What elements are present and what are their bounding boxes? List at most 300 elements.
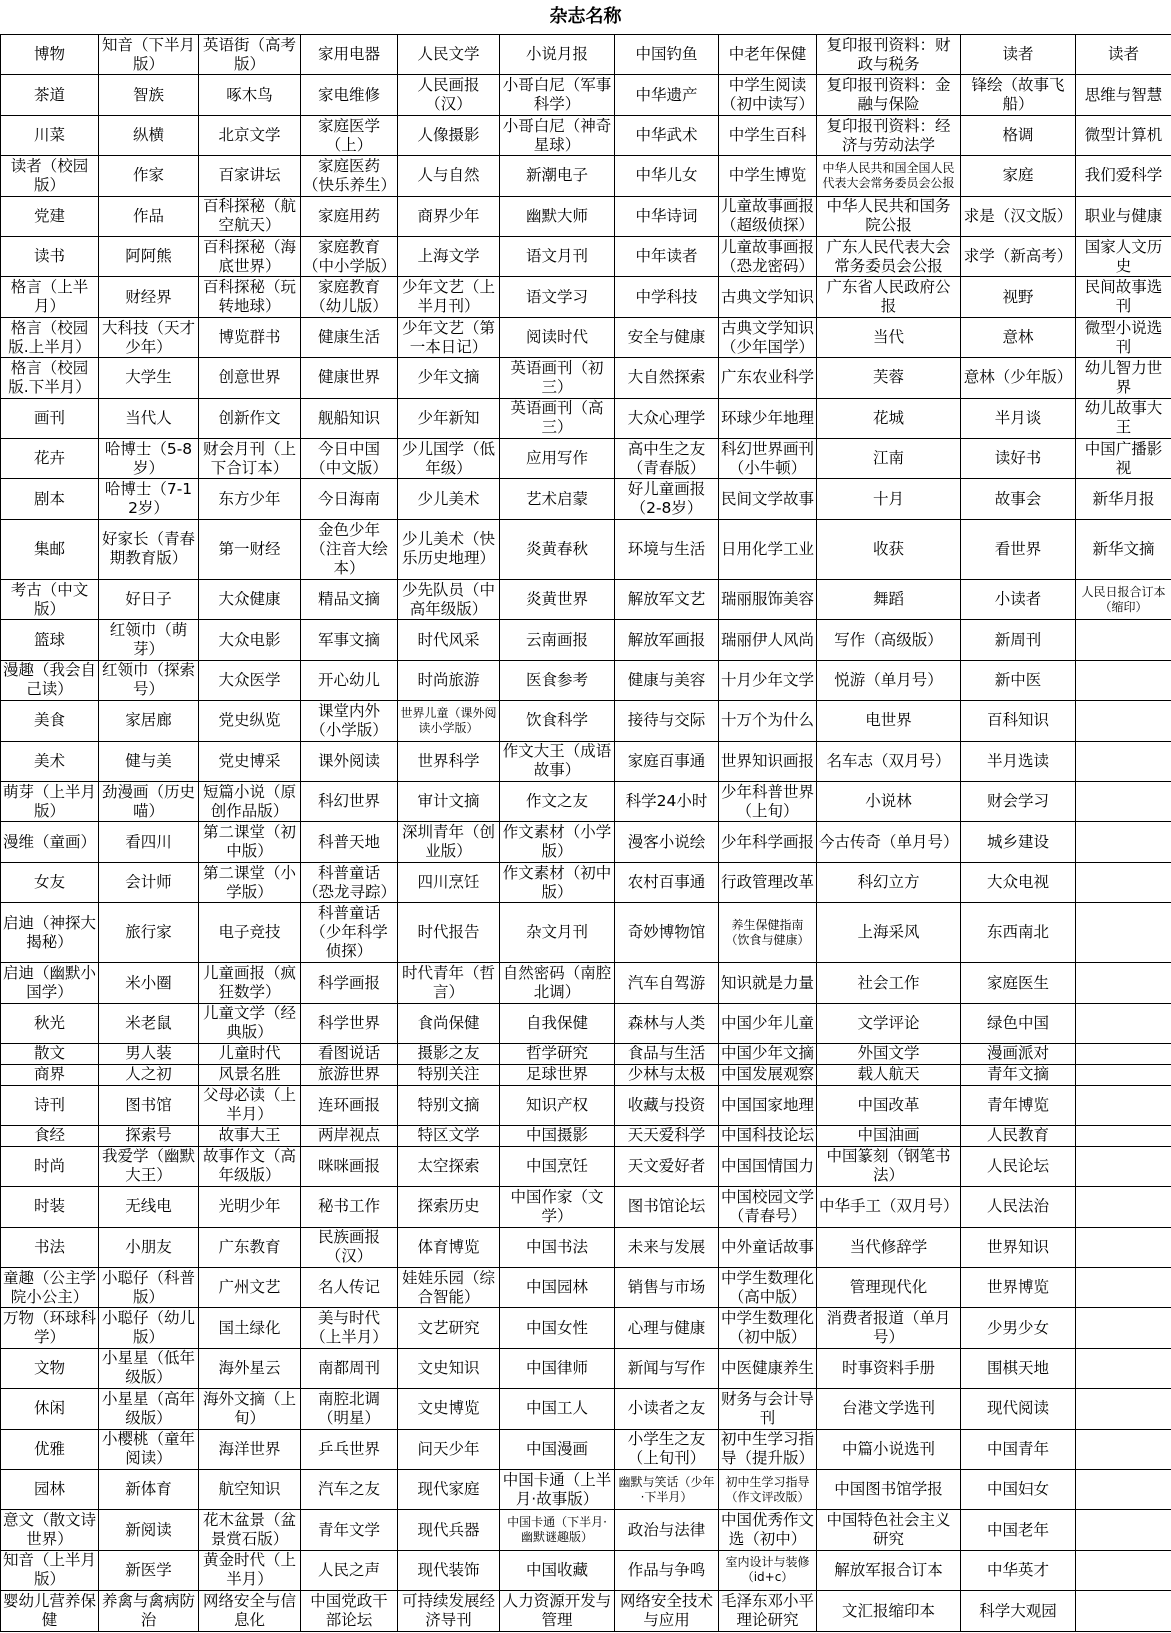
table-cell: 大众电视: [961, 862, 1076, 902]
table-cell: 探索历史: [398, 1187, 500, 1227]
table-row: [1, 741, 1171, 781]
table-row: [1, 620, 1171, 660]
table-cell: [1076, 1227, 1171, 1267]
table-cell: 求是（汉文版）: [961, 196, 1076, 236]
table-cell: 读书: [1, 237, 99, 277]
table-cell: 纵横: [99, 115, 199, 155]
table-row: [1, 479, 1171, 519]
table-cell: 茶道: [1, 75, 99, 115]
table-cell: 中国特色社会主义研究: [817, 1510, 961, 1550]
table-cell: 青年博览: [961, 1085, 1076, 1125]
table-cell: 语文月刊: [500, 237, 615, 277]
table-row: [1, 35, 1171, 75]
table-cell: 农村百事通: [615, 862, 719, 902]
table-row: [1, 1125, 1171, 1146]
table-cell: 百科探秘（玩转地球）: [199, 277, 301, 317]
table-cell: 十万个为什么: [719, 701, 817, 741]
table-cell: 上海文学: [398, 237, 500, 277]
table-row: [1, 1389, 1171, 1429]
table-cell: 科学画报: [301, 963, 398, 1003]
table-cell: [1076, 963, 1171, 1003]
table-row: [1, 579, 1171, 619]
table-cell: 党史博采: [199, 741, 301, 781]
table-cell: 现代阅读: [961, 1389, 1076, 1429]
table-cell: 新闻与写作: [615, 1348, 719, 1388]
table-row: [1, 519, 1171, 579]
table-cell: 园林: [1, 1469, 99, 1509]
table-cell: 解放军文艺: [615, 579, 719, 619]
table-cell: [1076, 822, 1171, 862]
table-cell: 旅行家: [99, 903, 199, 963]
table-cell: 百家讲坛: [199, 156, 301, 196]
table-cell: 萌芽（上半月版）: [1, 782, 99, 822]
table-cell: 解放军报合订本: [817, 1550, 961, 1590]
table-cell: 奇妙博物馆: [615, 903, 719, 963]
table-cell: 体育博览: [398, 1227, 500, 1267]
table-cell: 童趣（公主学院小公主）: [1, 1267, 99, 1307]
table-row: [1, 1510, 1171, 1550]
table-cell: 新阅读: [99, 1510, 199, 1550]
table-row: [1, 1429, 1171, 1469]
table-cell: 金色少年（注音大绘本）: [301, 519, 398, 579]
table-cell: 人民教育: [961, 1125, 1076, 1146]
table-cell: 消费者报道（单月号）: [817, 1308, 961, 1348]
table-cell: 时尚旅游: [398, 660, 500, 700]
table-cell: 作文之友: [500, 782, 615, 822]
table-cell: 哈博士（5-8岁）: [99, 439, 199, 479]
table-cell: [1076, 903, 1171, 963]
table-cell: 啄木鸟: [199, 75, 301, 115]
table-cell: 健与美: [99, 741, 199, 781]
table-row: [1, 1064, 1171, 1085]
table-cell: 好日子: [99, 579, 199, 619]
table-cell: 大学生: [99, 358, 199, 398]
table-cell: 短篇小说（原创作品版）: [199, 782, 301, 822]
table-cell: 科幻世界: [301, 782, 398, 822]
table-cell: 中国卡通（上半月·故事版）: [500, 1469, 615, 1509]
table-cell: 中学生百科: [719, 115, 817, 155]
table-cell: 散文: [1, 1044, 99, 1065]
table-cell: 开心幼儿: [301, 660, 398, 700]
table-cell: 当代: [817, 317, 961, 357]
table-cell: 北京文学: [199, 115, 301, 155]
table-cell: 格言（校园版.下半月）: [1, 358, 99, 398]
table-cell: 中国科技论坛: [719, 1125, 817, 1146]
table-cell: 广东人民代表大会常务委员会公报: [817, 237, 961, 277]
table-cell: 创意世界: [199, 358, 301, 398]
table-cell: 家庭用药: [301, 196, 398, 236]
table-cell: 家庭医学（上）: [301, 115, 398, 155]
table-cell: 足球世界: [500, 1064, 615, 1085]
table-cell: 格调: [961, 115, 1076, 155]
table-cell: 博物: [1, 35, 99, 75]
table-cell: 中国漫画: [500, 1429, 615, 1469]
table-cell: 名人传记: [301, 1267, 398, 1307]
table-cell: 第二课堂（初中版）: [199, 822, 301, 862]
table-cell: [1076, 1146, 1171, 1186]
table-cell: 新华月报: [1076, 479, 1171, 519]
table-cell: 中学科技: [615, 277, 719, 317]
table-cell: 百科知识: [961, 701, 1076, 741]
table-cell: 漫客小说绘: [615, 822, 719, 862]
table-cell: [1076, 1389, 1171, 1429]
table-cell: 米老鼠: [99, 1003, 199, 1043]
table-cell: 台港文学选刊: [817, 1389, 961, 1429]
table-cell: 作文素材（小学版）: [500, 822, 615, 862]
table-row: [1, 196, 1171, 236]
table-cell: 小聪仔（科普版）: [99, 1267, 199, 1307]
table-cell: 名车志（双月号）: [817, 741, 961, 781]
table-cell: 中华手工（双月号）: [817, 1187, 961, 1227]
table-cell: 世界科学: [398, 741, 500, 781]
table-cell: 舞蹈: [817, 579, 961, 619]
table-cell: 写作（高级版）: [817, 620, 961, 660]
table-cell: 海外星云: [199, 1348, 301, 1388]
table-cell: 民间故事选刊: [1076, 277, 1171, 317]
table-cell: 作品: [99, 196, 199, 236]
table-body: [1, 35, 1171, 1632]
table-row: [1, 1044, 1171, 1065]
table-cell: [1076, 1308, 1171, 1348]
table-cell: 风景名胜: [199, 1064, 301, 1085]
table-cell: 时尚: [1, 1146, 99, 1186]
table-row: [1, 862, 1171, 902]
table-cell: 读者（校园版）: [1, 156, 99, 196]
table-cell: 少年科学画报: [719, 822, 817, 862]
table-cell: 剧本: [1, 479, 99, 519]
table-row: [1, 1085, 1171, 1125]
table-cell: [1076, 1044, 1171, 1065]
table-cell: 人民画报（汉）: [398, 75, 500, 115]
table-cell: 好儿童画报（2-8岁）: [615, 479, 719, 519]
table-cell: 看世界: [961, 519, 1076, 579]
table-cell: 青年文学: [301, 1510, 398, 1550]
table-cell: 中国女性: [500, 1308, 615, 1348]
table-cell: 半月选读: [961, 741, 1076, 781]
table-cell: 川菜: [1, 115, 99, 155]
table-cell: 自然密码（南腔北调）: [500, 963, 615, 1003]
table-cell: 米小圈: [99, 963, 199, 1003]
table-cell: 红领巾（探索号）: [99, 660, 199, 700]
table-cell: 红领巾（萌芽）: [99, 620, 199, 660]
table-cell: 智族: [99, 75, 199, 115]
table-cell: 养禽与禽病防治: [99, 1591, 199, 1632]
table-cell: 党建: [1, 196, 99, 236]
table-cell: 娃娃乐园（综合智能）: [398, 1267, 500, 1307]
table-cell: 科幻立方: [817, 862, 961, 902]
table-cell: 人民法治: [961, 1187, 1076, 1227]
table-cell: 启迪（幽默小国学）: [1, 963, 99, 1003]
table-cell: 现代装饰: [398, 1550, 500, 1590]
table-cell: 花木盆景（盆景赏石版）: [199, 1510, 301, 1550]
table-cell: 国土绿化: [199, 1308, 301, 1348]
table-cell: 高中生之友（青春版）: [615, 439, 719, 479]
table-cell: 食经: [1, 1125, 99, 1146]
table-cell: 中国妇女: [961, 1469, 1076, 1509]
table-cell: 小聪仔（幼儿版）: [99, 1308, 199, 1348]
table-cell: 作文素材（初中版）: [500, 862, 615, 902]
table-cell: 人之初: [99, 1064, 199, 1085]
table-cell: 家用电器: [301, 35, 398, 75]
table-cell: 商界少年: [398, 196, 500, 236]
table-cell: 世界博览: [961, 1267, 1076, 1307]
table-cell: 读者: [961, 35, 1076, 75]
table-cell: 汽车之友: [301, 1469, 398, 1509]
table-cell: 美与时代（上半月）: [301, 1308, 398, 1348]
table-cell: 小樱桃（童年阅读）: [99, 1429, 199, 1469]
table-cell: 科学世界: [301, 1003, 398, 1043]
table-cell: 中国少年儿童: [719, 1003, 817, 1043]
table-cell: 会计师: [99, 862, 199, 902]
table-cell: 阅读时代: [500, 317, 615, 357]
table-cell: 格言（上半月）: [1, 277, 99, 317]
table-cell: 微型计算机: [1076, 115, 1171, 155]
table-cell: 女友: [1, 862, 99, 902]
table-cell: 格言（校园版.上半月）: [1, 317, 99, 357]
table-cell: 今古传奇（单月号）: [817, 822, 961, 862]
table-cell: 小哥白尼（军事科学）: [500, 75, 615, 115]
table-cell: 科幻世界画刊（小牛顿）: [719, 439, 817, 479]
table-cell: 复印报刊资料：金融与保险: [817, 75, 961, 115]
table-cell: 人力资源开发与管理: [500, 1591, 615, 1632]
table-cell: 小朋友: [99, 1227, 199, 1267]
table-cell: 特别文摘: [398, 1085, 500, 1125]
table-cell: 科学大观园: [961, 1591, 1076, 1632]
table-cell: 漫维（童画）: [1, 822, 99, 862]
table-cell: [1076, 701, 1171, 741]
table-cell: 收获: [817, 519, 961, 579]
table-cell: 芙蓉: [817, 358, 961, 398]
table-cell: 百科探秘（航空航天）: [199, 196, 301, 236]
table-cell: 人民文学: [398, 35, 500, 75]
table-cell: 城乡建设: [961, 822, 1076, 862]
table-cell: 意林: [961, 317, 1076, 357]
table-cell: 少年科普世界（上旬）: [719, 782, 817, 822]
table-cell: [1076, 620, 1171, 660]
table-cell: 课外阅读: [301, 741, 398, 781]
table-cell: 围棋天地: [961, 1348, 1076, 1388]
table-cell: 视野: [961, 277, 1076, 317]
table-cell: 南都周刊: [301, 1348, 398, 1388]
table-cell: [1076, 1187, 1171, 1227]
table-cell: [1076, 1510, 1171, 1550]
table-cell: 家庭百事通: [615, 741, 719, 781]
table-cell: 国家人文历史: [1076, 237, 1171, 277]
table-cell: 劲漫画（历史喵）: [99, 782, 199, 822]
table-cell: 哲学研究: [500, 1044, 615, 1065]
table-row: [1, 782, 1171, 822]
table-cell: 科学24小时: [615, 782, 719, 822]
table-cell: 小读者: [961, 579, 1076, 619]
table-cell: 中国改革: [817, 1085, 961, 1125]
table-cell: 中国作家（文学）: [500, 1187, 615, 1227]
table-cell: 意林（少年版）: [961, 358, 1076, 398]
table-cell: 新体育: [99, 1469, 199, 1509]
table-row: [1, 439, 1171, 479]
table-cell: 新周刊: [961, 620, 1076, 660]
table-cell: 休闲: [1, 1389, 99, 1429]
table-cell: 少先队员（中高年级版）: [398, 579, 500, 619]
table-cell: 中国广播影视: [1076, 439, 1171, 479]
table-cell: 小星星（高年级版）: [99, 1389, 199, 1429]
table-cell: 舰船知识: [301, 398, 398, 438]
table-cell: 篮球: [1, 620, 99, 660]
table-cell: 大众健康: [199, 579, 301, 619]
table-cell: 家庭医药（快乐养生）: [301, 156, 398, 196]
table-cell: 漫趣（我会自己读）: [1, 660, 99, 700]
table-cell: [1076, 1591, 1171, 1632]
table-cell: 故事大王: [199, 1125, 301, 1146]
table-cell: 汽车自驾游: [615, 963, 719, 1003]
table-cell: 中国图书馆学报: [817, 1469, 961, 1509]
table-cell: 中学生数理化（高中版）: [719, 1267, 817, 1307]
table-cell: [1076, 1550, 1171, 1590]
table-cell: 新中医: [961, 660, 1076, 700]
table-cell: 看四川: [99, 822, 199, 862]
table-cell: 知识产权: [500, 1085, 615, 1125]
table-row: [1, 1550, 1171, 1590]
table-cell: 政治与法律: [615, 1510, 719, 1550]
table-cell: 中学生数理化（初中版）: [719, 1308, 817, 1348]
table-cell: 管理现代化: [817, 1267, 961, 1307]
table-cell: 中国律师: [500, 1348, 615, 1388]
table-cell: 时代报告: [398, 903, 500, 963]
table-cell: 中国少年文摘: [719, 1044, 817, 1065]
table-cell: 航空知识: [199, 1469, 301, 1509]
table-row: [1, 237, 1171, 277]
magazine-table: [0, 34, 1171, 1632]
table-cell: 特别关注: [398, 1064, 500, 1085]
table-cell: 海洋世界: [199, 1429, 301, 1469]
table-cell: 外国文学: [817, 1044, 961, 1065]
table-cell: 十月少年文学: [719, 660, 817, 700]
table-cell: 看图说话: [301, 1044, 398, 1065]
table-cell: 中华人民共和国务院公报: [817, 196, 961, 236]
table-cell: 中华儿女: [615, 156, 719, 196]
table-cell: 网络安全技术与应用: [615, 1591, 719, 1632]
table-cell: 中国国家地理: [719, 1085, 817, 1125]
table-cell: 应用写作: [500, 439, 615, 479]
table-cell: 乒乓世界: [301, 1429, 398, 1469]
table-cell: [1076, 741, 1171, 781]
table-cell: 特区文学: [398, 1125, 500, 1146]
table-cell: 光明少年: [199, 1187, 301, 1227]
table-cell: 百科探秘（海底世界）: [199, 237, 301, 277]
table-cell: 时代风采: [398, 620, 500, 660]
table-cell: 今日海南: [301, 479, 398, 519]
table-cell: 知音（下半月版）: [99, 35, 199, 75]
table-cell: 杂文月刊: [500, 903, 615, 963]
table-row: [1, 660, 1171, 700]
table-cell: 古典文学知识: [719, 277, 817, 317]
table-cell: 上海采风: [817, 903, 961, 963]
table-cell: 深圳青年（创业版）: [398, 822, 500, 862]
table-cell: 医食参考: [500, 660, 615, 700]
table-cell: 十月: [817, 479, 961, 519]
table-cell: 英语画刊（高三）: [500, 398, 615, 438]
table-cell: 日用化学工业: [719, 519, 817, 579]
table-cell: 漫画派对: [961, 1044, 1076, 1065]
table-cell: 家庭医生: [961, 963, 1076, 1003]
table-cell: [1076, 1267, 1171, 1307]
table-cell: 大科技（天才少年）: [99, 317, 199, 357]
table-cell: 载人航天: [817, 1064, 961, 1085]
table-row: [1, 903, 1171, 963]
table-cell: 少儿国学（低年级）: [398, 439, 500, 479]
table-cell: 文史博览: [398, 1389, 500, 1429]
table-cell: 时装: [1, 1187, 99, 1227]
table-cell: [1076, 1125, 1171, 1146]
table-cell: 世界儿童（课外阅读小学版）: [398, 701, 500, 741]
table-row: [1, 398, 1171, 438]
table-cell: 两岸视点: [301, 1125, 398, 1146]
table-cell: 少儿美术: [398, 479, 500, 519]
table-cell: 家庭教育（幼儿版）: [301, 277, 398, 317]
table-cell: 军事文摘: [301, 620, 398, 660]
table-cell: 小说月报: [500, 35, 615, 75]
sheet-title: 杂志名称: [549, 6, 622, 27]
table-cell: 家庭教育（中小学版）: [301, 237, 398, 277]
table-row: [1, 1003, 1171, 1043]
table-cell: 中国国情国力: [719, 1146, 817, 1186]
table-cell: 文艺研究: [398, 1308, 500, 1348]
table-cell: 中华武术: [615, 115, 719, 155]
table-cell: 第一财经: [199, 519, 301, 579]
table-cell: 民族画报（汉）: [301, 1227, 398, 1267]
table-cell: 旅游世界: [301, 1064, 398, 1085]
table-cell: 启迪（神探大揭秘）: [1, 903, 99, 963]
table-cell: 小读者之友: [615, 1389, 719, 1429]
table-cell: 食品与生活: [615, 1044, 719, 1065]
table-cell: 海外文摘（上旬）: [199, 1389, 301, 1429]
table-cell: 绿色中国: [961, 1003, 1076, 1043]
table-cell: 儿童画报（疯狂数学）: [199, 963, 301, 1003]
table-cell: 微型小说选刊: [1076, 317, 1171, 357]
table-cell: 大众心理学: [615, 398, 719, 438]
table-cell: 知音（上半月版）: [1, 1550, 99, 1590]
table-cell: 读好书: [961, 439, 1076, 479]
table-cell: 天文爱好者: [615, 1146, 719, 1186]
table-cell: 财会月刊（上下合订本）: [199, 439, 301, 479]
table-cell: 今日中国（中文版）: [301, 439, 398, 479]
table-cell: 销售与市场: [615, 1267, 719, 1307]
table-cell: 财经界: [99, 277, 199, 317]
table-cell: 文史知识: [398, 1348, 500, 1388]
table-cell: 饮食科学: [500, 701, 615, 741]
table-cell: 图书馆论坛: [615, 1187, 719, 1227]
table-cell: 作品与争鸣: [615, 1550, 719, 1590]
table-cell: 集邮: [1, 519, 99, 579]
table-cell: [1076, 1003, 1171, 1043]
table-cell: 食尚保健: [398, 1003, 500, 1043]
table-cell: 咪咪画报: [301, 1146, 398, 1186]
table-cell: 时代青年（哲言）: [398, 963, 500, 1003]
table-cell: 人民日报合订本（缩印）: [1076, 579, 1171, 619]
table-cell: 中国钓鱼: [615, 35, 719, 75]
table-cell: 广东农业科学: [719, 358, 817, 398]
table-cell: 网络安全与信息化: [199, 1591, 301, 1632]
table-cell: [1076, 1429, 1171, 1469]
table-cell: 半月谈: [961, 398, 1076, 438]
table-row: [1, 358, 1171, 398]
table-cell: [1076, 782, 1171, 822]
table-cell: 中国摄影: [500, 1125, 615, 1146]
table-row: [1, 156, 1171, 196]
table-cell: 中国校园文学（青春号）: [719, 1187, 817, 1227]
table-cell: 中华遗产: [615, 75, 719, 115]
table-cell: 审计文摘: [398, 782, 500, 822]
table-cell: 党史纵览: [199, 701, 301, 741]
